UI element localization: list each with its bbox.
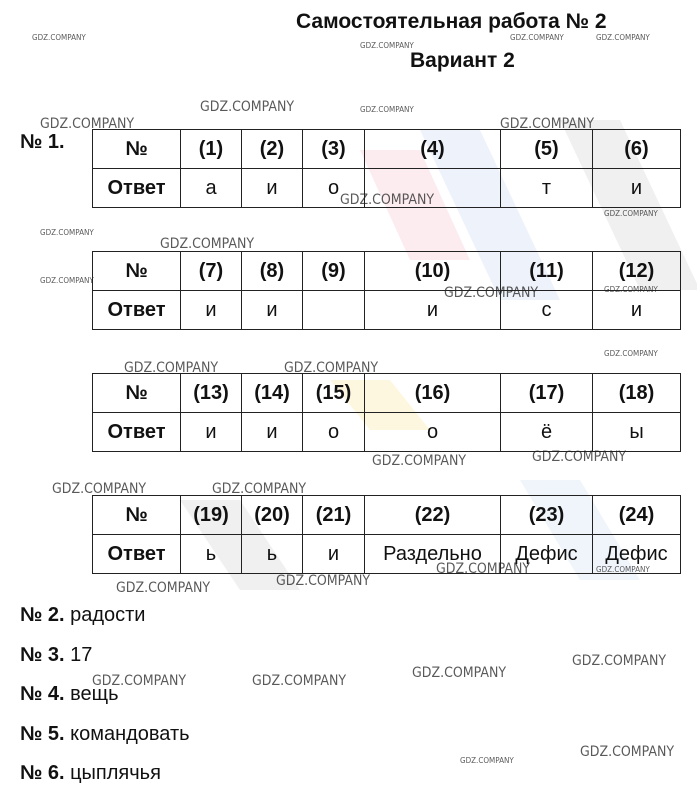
watermark: GDZ.COMPANY bbox=[340, 192, 435, 208]
watermark: GDZ.COMPANY bbox=[40, 116, 135, 132]
watermark: GDZ.COMPANY bbox=[124, 360, 219, 376]
watermark: GDZ.COMPANY bbox=[52, 481, 147, 497]
task-label: № 3. bbox=[20, 644, 65, 666]
watermark: GDZ.COMPANY bbox=[532, 449, 627, 465]
task1-label: № 1. bbox=[20, 131, 65, 153]
watermark: GDZ.COMPANY bbox=[116, 580, 211, 596]
task-answer: 17 bbox=[70, 644, 93, 666]
task-line bbox=[20, 644, 92, 667]
table-cell-num: (21) bbox=[303, 496, 365, 535]
table-header-row bbox=[93, 130, 681, 169]
watermark: GDZ.COMPANY bbox=[596, 565, 650, 574]
table-row bbox=[93, 291, 681, 330]
table-cell-num: (7) bbox=[181, 252, 242, 291]
row-header-answer: Ответ bbox=[93, 169, 181, 208]
table-cell-num: (24) bbox=[593, 496, 681, 535]
table-header-row bbox=[93, 496, 681, 535]
table-cell-answer: о bbox=[303, 413, 365, 452]
table-row bbox=[93, 413, 681, 452]
table-cell-num: (17) bbox=[501, 374, 593, 413]
table-cell-answer: и bbox=[593, 291, 681, 330]
watermark: GDZ.COMPANY bbox=[276, 573, 371, 589]
table-cell-answer: о bbox=[303, 169, 365, 208]
table-cell-answer: и bbox=[365, 291, 501, 330]
table-cell-answer: и bbox=[303, 535, 365, 574]
table-cell-num: (6) bbox=[593, 130, 681, 169]
table-cell-answer: о bbox=[365, 413, 501, 452]
task-answer: цыплячья bbox=[70, 762, 161, 784]
task-line bbox=[20, 762, 161, 785]
task-answer: командовать bbox=[70, 723, 190, 745]
answer-table-3 bbox=[92, 373, 681, 452]
table-cell-num: (12) bbox=[593, 252, 681, 291]
col-header-number: № bbox=[93, 496, 181, 535]
watermark: GDZ.COMPANY bbox=[160, 236, 255, 252]
table-cell-num: (10) bbox=[365, 252, 501, 291]
col-header-number: № bbox=[93, 130, 181, 169]
table-cell-answer: Дефис bbox=[501, 535, 593, 574]
table-cell-answer bbox=[303, 291, 365, 330]
watermark: GDZ.COMPANY bbox=[460, 756, 514, 765]
table-cell-num: (16) bbox=[365, 374, 501, 413]
table-header-row bbox=[93, 374, 681, 413]
table-cell-num: (1) bbox=[181, 130, 242, 169]
watermark: GDZ.COMPANY bbox=[40, 276, 94, 285]
table-cell-num: (14) bbox=[242, 374, 303, 413]
row-header-answer: Ответ bbox=[93, 413, 181, 452]
table-cell-num: (22) bbox=[365, 496, 501, 535]
watermark: GDZ.COMPANY bbox=[580, 744, 675, 760]
table-cell-num: (11) bbox=[501, 252, 593, 291]
watermark: GDZ.COMPANY bbox=[40, 228, 94, 237]
table-cell-answer: и bbox=[593, 169, 681, 208]
watermark: GDZ.COMPANY bbox=[444, 285, 539, 301]
table-cell-num: (9) bbox=[303, 252, 365, 291]
task-line bbox=[20, 723, 190, 746]
col-header-number: № bbox=[93, 252, 181, 291]
table-cell-num: (4) bbox=[365, 130, 501, 169]
watermark: GDZ.COMPANY bbox=[412, 665, 507, 681]
task-answer: вещь bbox=[70, 683, 119, 705]
watermark: GDZ.COMPANY bbox=[500, 116, 595, 132]
table-cell-answer: и bbox=[181, 291, 242, 330]
table-header-row bbox=[93, 252, 681, 291]
table-cell-num: (18) bbox=[593, 374, 681, 413]
table-cell-answer: с bbox=[501, 291, 593, 330]
table-cell-answer: Дефис bbox=[593, 535, 681, 574]
watermark: GDZ.COMPANY bbox=[360, 41, 414, 50]
table-cell-answer: ё bbox=[501, 413, 593, 452]
task-label: № 4. bbox=[20, 683, 65, 705]
task-line bbox=[20, 604, 145, 627]
watermark: GDZ.COMPANY bbox=[510, 33, 564, 42]
row-header-answer: Ответ bbox=[93, 291, 181, 330]
variant-title: Вариант 2 bbox=[410, 49, 515, 72]
table-cell-answer: и bbox=[242, 169, 303, 208]
watermark: GDZ.COMPANY bbox=[200, 99, 295, 115]
watermark: GDZ.COMPANY bbox=[604, 285, 658, 294]
page-title: Самостоятельная работа № 2 bbox=[296, 10, 607, 33]
watermark: GDZ.COMPANY bbox=[32, 33, 86, 42]
task-label: № 2. bbox=[20, 604, 65, 626]
table-cell-num: (19) bbox=[181, 496, 242, 535]
table-cell-answer: т bbox=[501, 169, 593, 208]
task-answer: радости bbox=[70, 604, 146, 626]
table-cell-num: (2) bbox=[242, 130, 303, 169]
table-cell-num: (20) bbox=[242, 496, 303, 535]
watermark: GDZ.COMPANY bbox=[212, 481, 307, 497]
table-cell-answer: ь bbox=[242, 535, 303, 574]
answer-table-4 bbox=[92, 495, 681, 574]
watermark: GDZ.COMPANY bbox=[360, 105, 414, 114]
table-cell-num: (23) bbox=[501, 496, 593, 535]
watermark: GDZ.COMPANY bbox=[572, 653, 667, 669]
task-label: № 5. bbox=[20, 723, 65, 745]
watermark: GDZ.COMPANY bbox=[436, 561, 531, 577]
col-header-number: № bbox=[93, 374, 181, 413]
table-cell-num: (13) bbox=[181, 374, 242, 413]
table-cell-num: (8) bbox=[242, 252, 303, 291]
watermark: GDZ.COMPANY bbox=[284, 360, 379, 376]
watermark: GDZ.COMPANY bbox=[604, 209, 658, 218]
task-label: № 6. bbox=[20, 762, 65, 784]
watermark: GDZ.COMPANY bbox=[252, 673, 347, 689]
watermark: GDZ.COMPANY bbox=[92, 673, 187, 689]
watermark: GDZ.COMPANY bbox=[372, 453, 467, 469]
table-cell-answer: а bbox=[181, 169, 242, 208]
table-cell-num: (15) bbox=[303, 374, 365, 413]
table-cell-answer: и bbox=[242, 413, 303, 452]
table-cell-answer: ь bbox=[181, 535, 242, 574]
answer-table-2 bbox=[92, 251, 681, 330]
table-cell-answer: Раздельно bbox=[365, 535, 501, 574]
table-cell-num: (3) bbox=[303, 130, 365, 169]
table-cell-answer: и bbox=[181, 413, 242, 452]
row-header-answer: Ответ bbox=[93, 535, 181, 574]
table-cell-answer: и bbox=[242, 291, 303, 330]
table-row bbox=[93, 535, 681, 574]
watermark: GDZ.COMPANY bbox=[596, 33, 650, 42]
watermark: GDZ.COMPANY bbox=[604, 349, 658, 358]
table-cell-answer: ы bbox=[593, 413, 681, 452]
table-cell-num: (5) bbox=[501, 130, 593, 169]
